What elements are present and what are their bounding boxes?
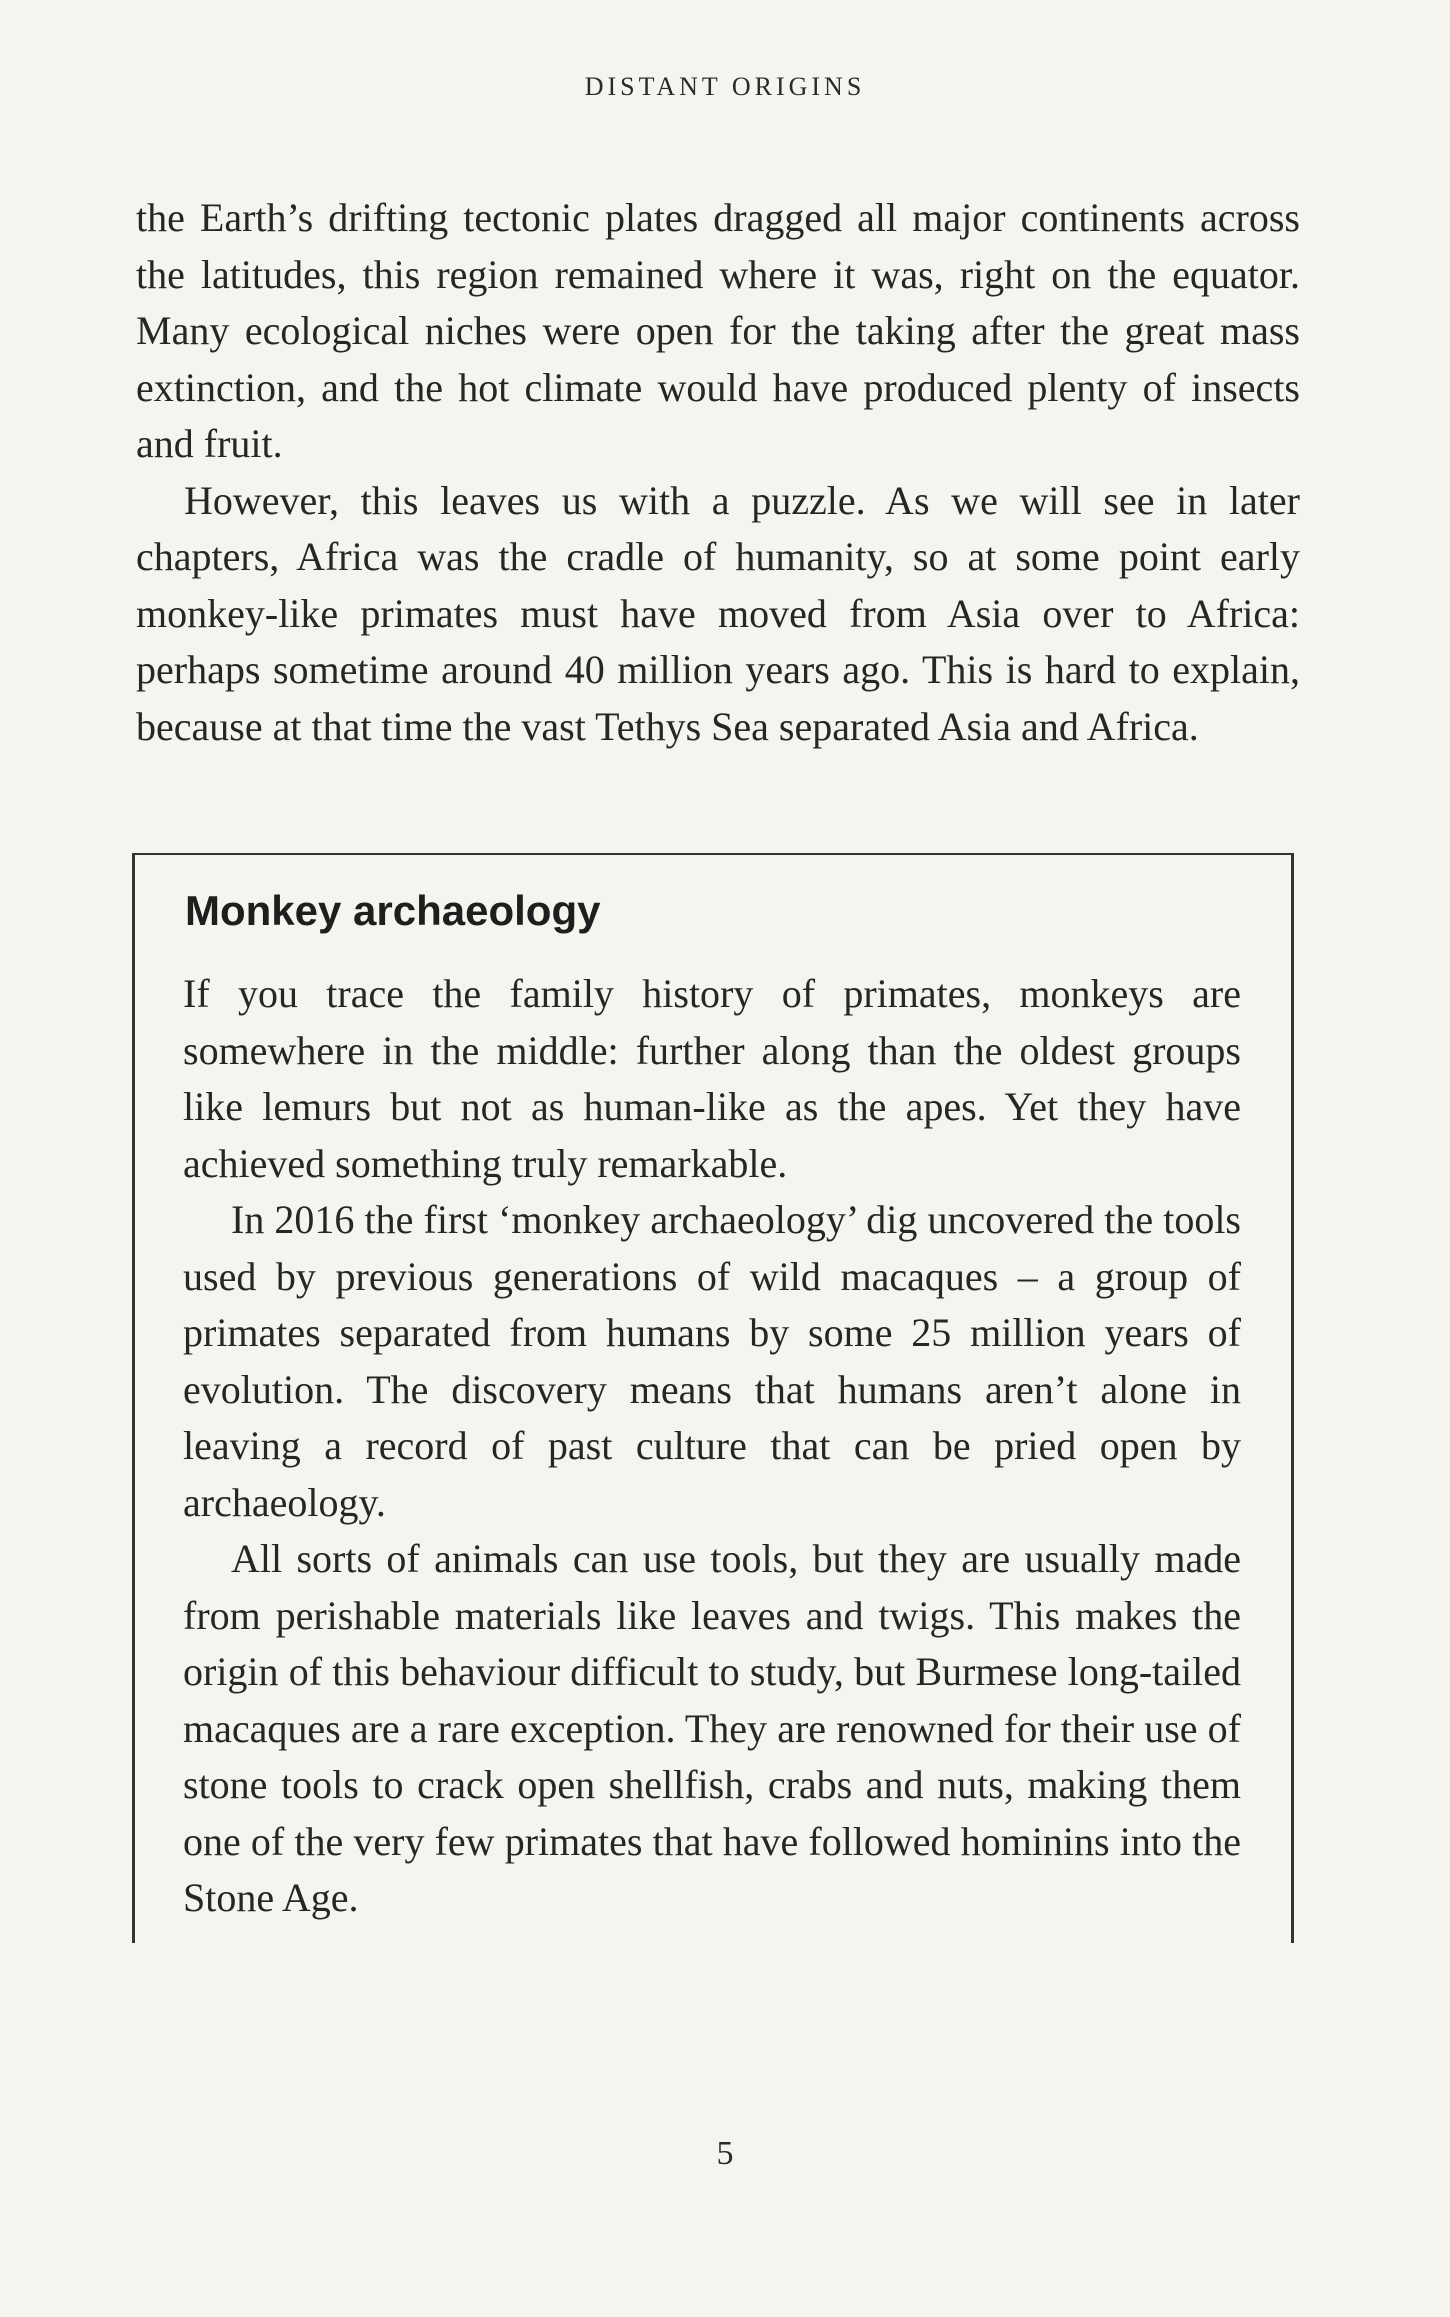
body-paragraph: the Earth’s drifting tectonic plates dragged all major continents across the latitudes, this region remained where it was, right on the equator. Many ecological niches were open for the taking after the great mass extinction, and the hot climate would have produced plenty of insects and fruit. bbox=[136, 195, 1300, 466]
sidebar-box bbox=[132, 853, 1294, 1943]
sidebar-paragraph: If you trace the family history of primates, monkeys are somewhere in the middle: further along than the oldest groups like lemurs but not as human-like as the apes. Yet they have achieved something truly remarkable. bbox=[183, 971, 1241, 1186]
sidebar-text bbox=[183, 966, 1241, 1927]
body-paragraph: However, this leaves us with a puzzle. As we will see in later chapters, Africa was the cradle of humanity, so at some point early monkey-like primates must have moved from Asia over to Africa: perhaps sometime around 40 million years ago. This is hard to explain, because at that time the vast Tethys Sea separated Asia and Africa. bbox=[136, 477, 1300, 749]
sidebar-paragraph: In 2016 the first ‘monkey archaeology’ dig uncovered the tools used by previous generations of wild macaques – a group of primates separated from humans by some 25 million years of evolution. The discovery means that humans aren’t alone in leaving a record of past culture that can be pried open by archaeology. bbox=[183, 1197, 1241, 1525]
running-head: DISTANT ORIGINS bbox=[584, 72, 866, 101]
sidebar-paragraph: All sorts of animals can use tools, but they are usually made from perishable materials like leaves and twigs. This makes the origin of this behaviour difficult to study, but Burmese long-tailed macaques are a rare exception. They are renowned for their use of stone tools to crack open shellfish, crabs and nuts, making them one of the very few primates that have followed hominins into the Stone Age. bbox=[183, 1536, 1241, 1920]
body-text bbox=[136, 190, 1300, 755]
sidebar-title: Monkey archaeology bbox=[185, 887, 601, 934]
page-number: 5 bbox=[716, 2135, 734, 2172]
